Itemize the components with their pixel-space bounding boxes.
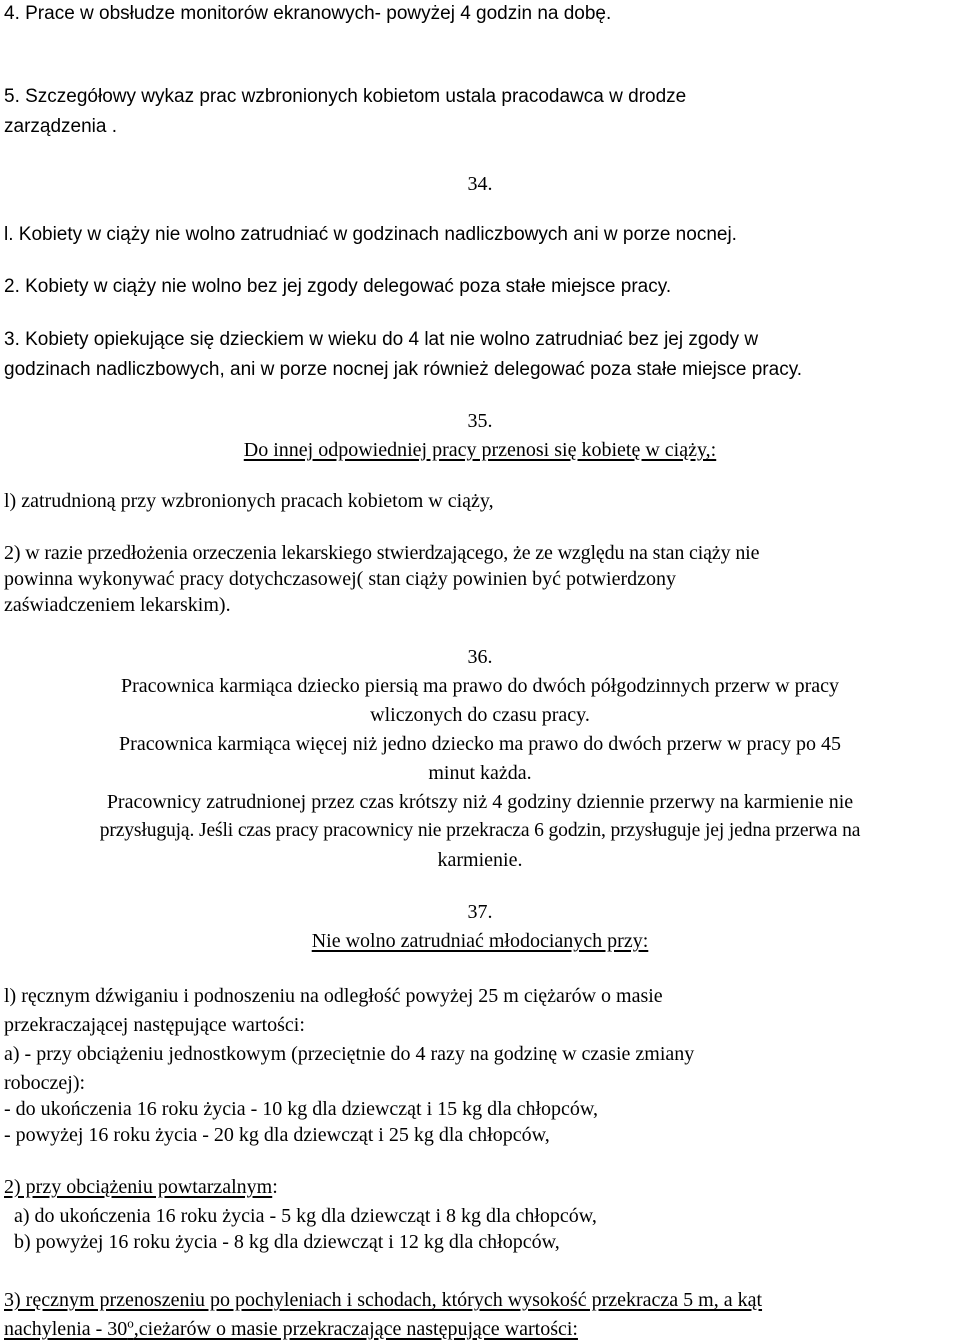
s35-item-2-cont1: powinna wykonywać pracy dotychczasowej( stan ciąży powinien być potwierdzony xyxy=(4,568,677,590)
s37-item-1a-cont: roboczej): xyxy=(4,1072,86,1094)
section-36-heading: 36. xyxy=(467,646,493,668)
section-37-subheading: Nie wolno zatrudniać młodocianych przy: xyxy=(311,930,649,952)
s36-line-5: Pracownicy zatrudnionej przez czas krótszy niż 4 godziny dziennie przerwy na karmienie nie xyxy=(106,791,854,813)
s36-line-4: minut każda. xyxy=(428,762,532,784)
section-35-subheading: Do innej odpowiedniej pracy przenosi się kobietę w ciąży,: xyxy=(243,439,717,461)
s35-item-2-cont2: zaświadczeniem lekarskim). xyxy=(4,594,231,616)
s37-item-2a: a) do ukończenia 16 roku życia - 5 kg dla dziewcząt i 8 kg dla chłopców, xyxy=(14,1205,597,1227)
s37-item-1a: a) - przy obciążeniu jednostkowym (przeciętnie do 4 razy na godzinę w czasie zmiany xyxy=(4,1043,695,1065)
s37-item-3-cont-b: ,cieżarów o masie przekraczające następujące wartości: xyxy=(133,1318,578,1340)
s37-item-1-cont: przekraczającej następujące wartości: xyxy=(4,1014,305,1036)
s36-line-6: przysługują. Jeśli czas pracy pracownicy nie przekracza 6 godzin, przysługuje jej jedna przerwa na xyxy=(99,820,861,841)
section-35-heading: 35. xyxy=(467,410,493,432)
s37-item-3-cont-a: nachylenia - 30 xyxy=(4,1318,128,1340)
s37-item-2 xyxy=(4,1175,278,1199)
s37-item-2b: b) powyżej 16 roku życia - 8 kg dla dziewcząt i 12 kg dla chłopców, xyxy=(14,1231,560,1253)
section-37-heading: 37. xyxy=(467,901,493,923)
s34-item-3: 3. Kobiety opiekujące się dzieckiem w wieku do 4 lat nie wolno zatrudniać bez jej zgody w xyxy=(4,329,759,350)
s37-item-1a-dash-1: - do ukończenia 16 roku życia - 10 kg dla dziewcząt i 15 kg dla chłopców, xyxy=(4,1098,599,1120)
s36-line-1: Pracownica karmiąca dziecko piersią ma prawo do dwóch półgodzinnych przerw w pracy xyxy=(120,675,840,697)
s37-item-3: 3) ręcznym przenoszeniu po pochyleniach i schodach, których wysokość przekracza 5 m, a kąt xyxy=(4,1289,763,1311)
s36-line-2: wliczonych do czasu pracy. xyxy=(370,704,590,726)
section-34-heading: 34. xyxy=(467,173,493,195)
degree-superscript: o xyxy=(127,1315,134,1331)
s37-item-3-cont xyxy=(4,1317,578,1341)
list-item-4: 4. Prace w obsłudze monitorów ekranowych- powyżej 4 godzin na dobę. xyxy=(4,3,612,24)
s35-item-1: l) zatrudnioną przy wzbronionych pracach kobietom w ciąży, xyxy=(4,490,494,512)
s34-item-1: l. Kobiety w ciąży nie wolno zatrudniać w godzinach nadliczbowych ani w porze nocnej. xyxy=(4,224,737,245)
s35-item-2: 2) w razie przedłożenia orzeczenia lekarskiego stwierdzającego, że ze względu na stan ciąży nie xyxy=(4,542,760,564)
s34-item-3-cont: godzinach nadliczbowych, ani w porze nocnej jak również delegować poza stałe miejsce pracy. xyxy=(4,359,803,380)
list-item-5-cont: zarządzenia . xyxy=(4,116,118,137)
s37-item-1: l) ręcznym dźwiganiu i podnoszeniu na odległość powyżej 25 m ciężarów o masie xyxy=(4,985,663,1007)
s37-item-1a-dash-2: - powyżej 16 roku życia - 20 kg dla dziewcząt i 25 kg dla chłopców, xyxy=(4,1124,550,1146)
s36-line-3: Pracownica karmiąca więcej niż jedno dziecko ma prawo do dwóch przerw w pracy po 45 xyxy=(119,733,841,755)
s34-item-2: 2. Kobiety w ciąży nie wolno bez jej zgody delegować poza stałe miejsce pracy. xyxy=(4,276,672,297)
s37-item-2-label: 2) przy obciążeniu powtarzalnym xyxy=(4,1176,273,1198)
s37-item-2-colon: : xyxy=(272,1176,278,1198)
list-item-5: 5. Szczegółowy wykaz prac wzbronionych kobietom ustala pracodawca w drodze xyxy=(4,86,687,107)
s36-line-7: karmienie. xyxy=(437,849,523,871)
